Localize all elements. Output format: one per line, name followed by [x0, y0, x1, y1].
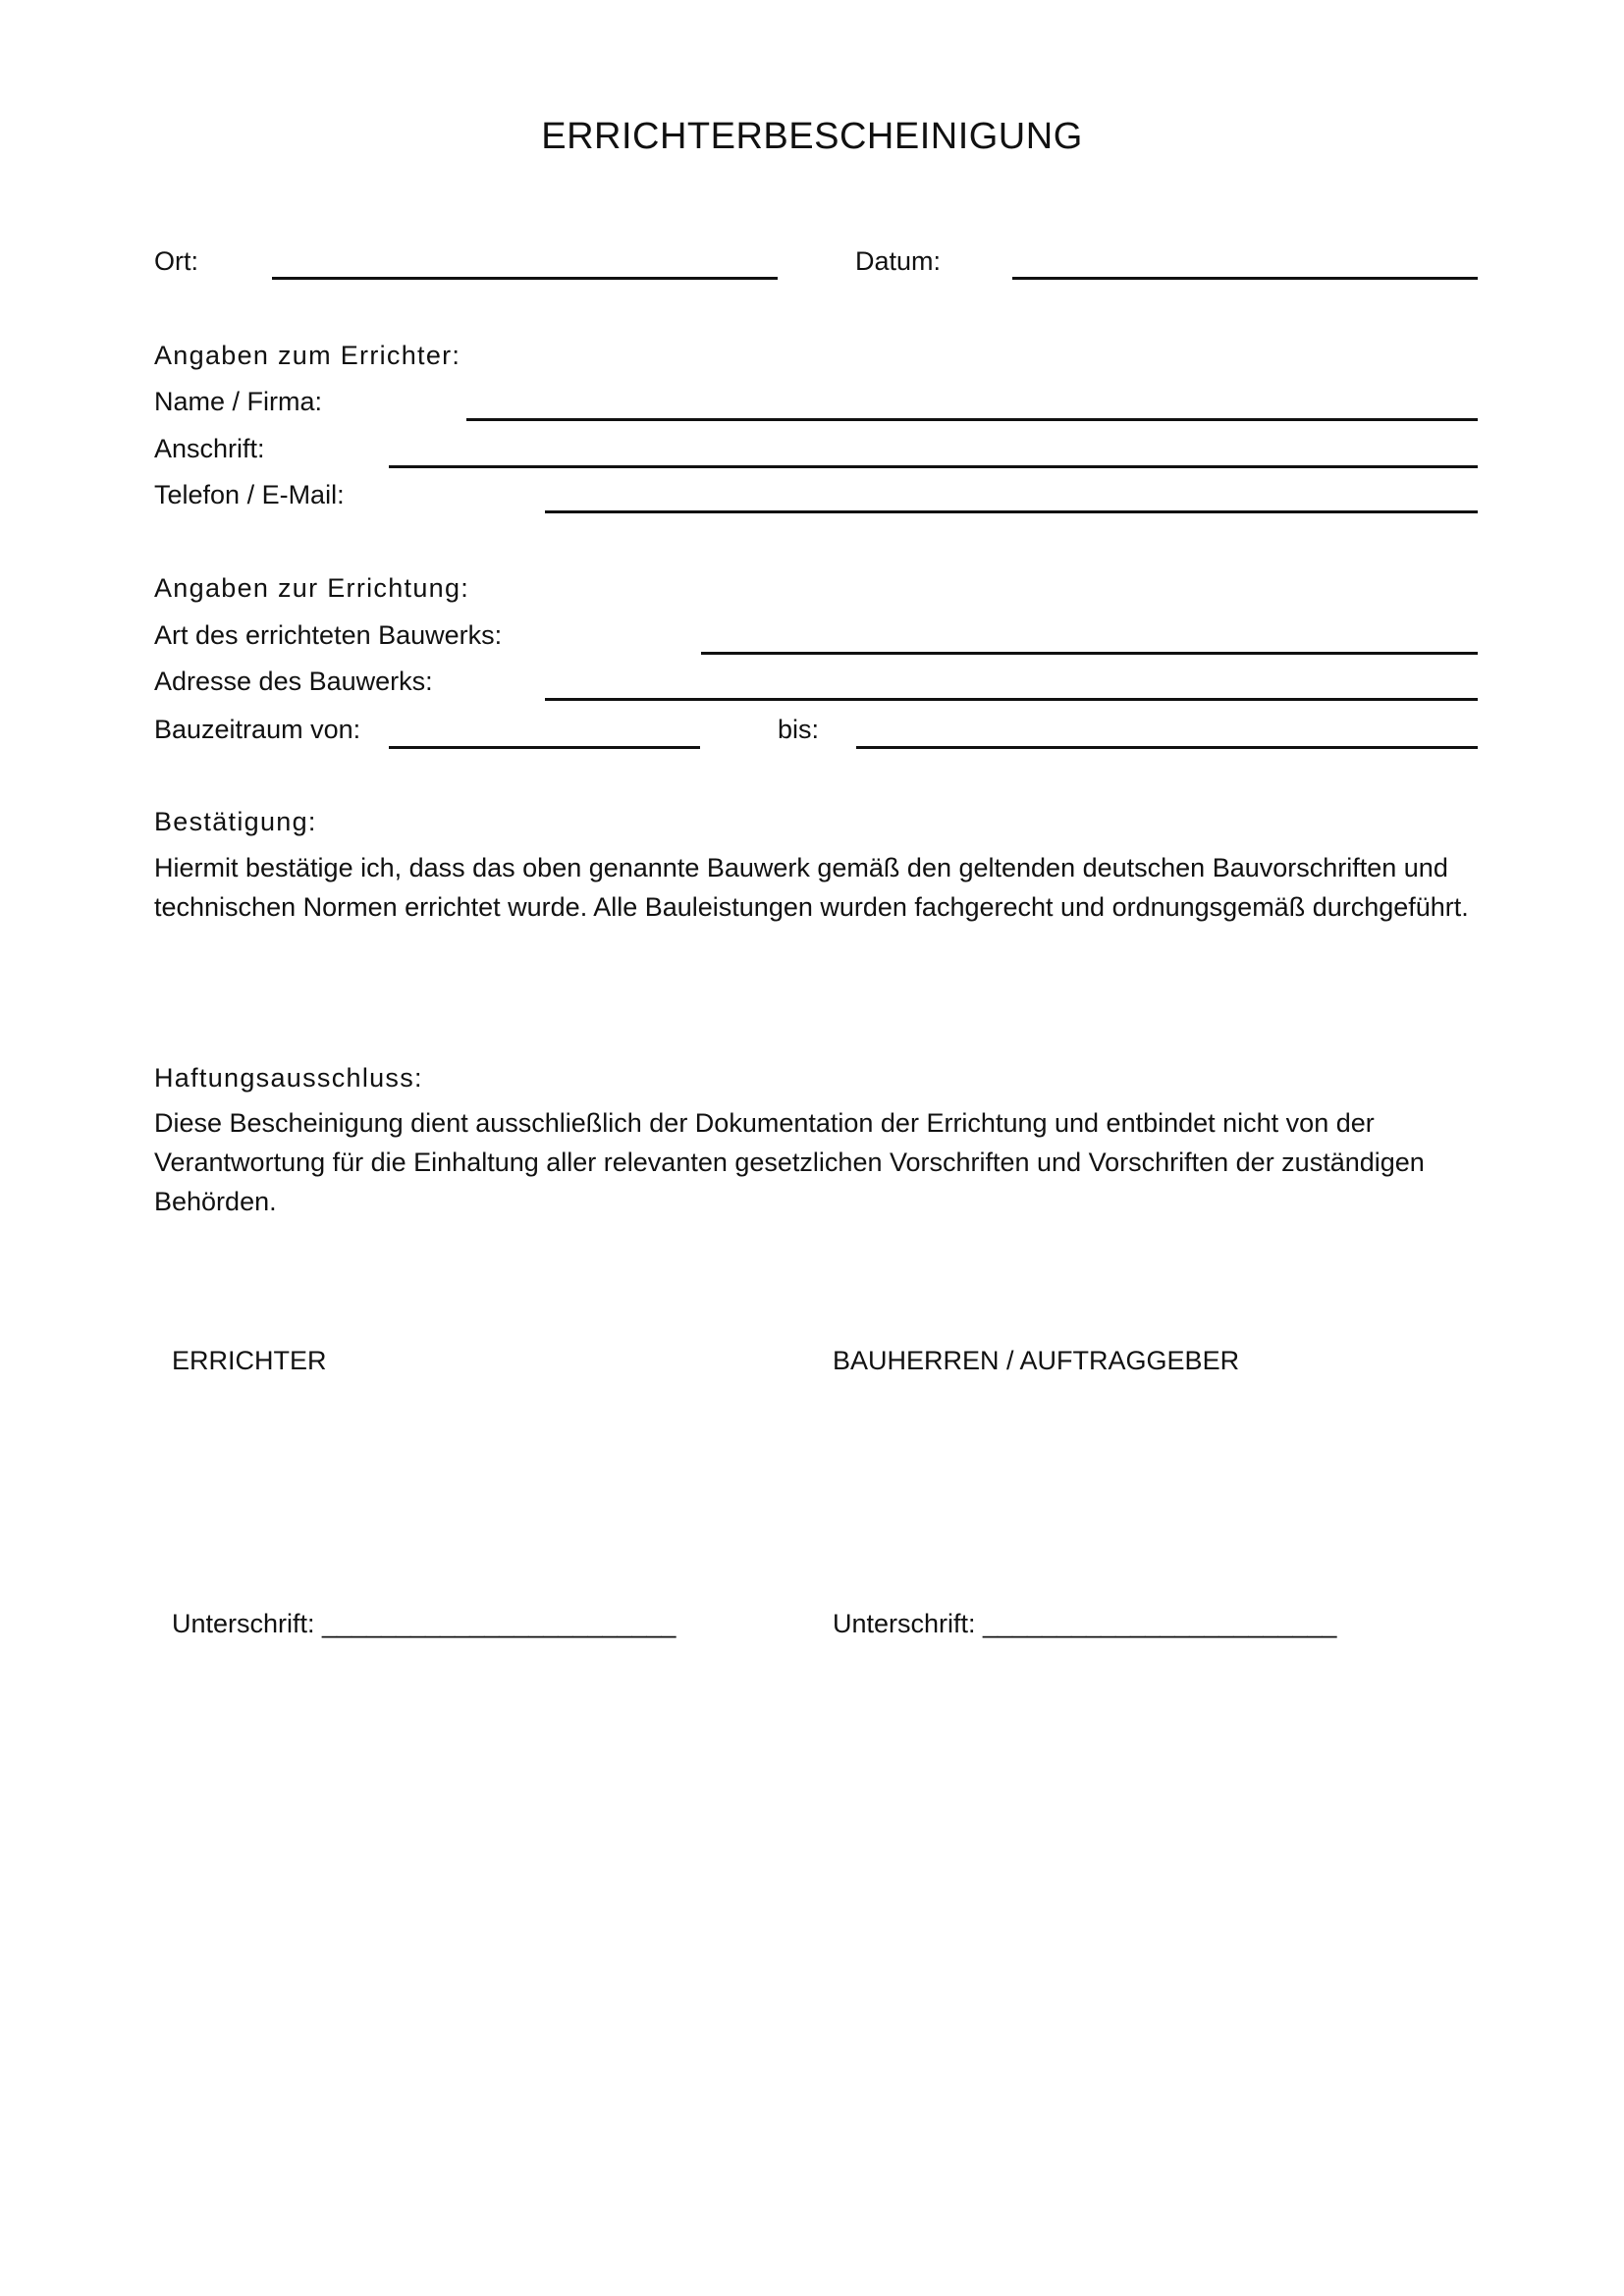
bauzeitraum-bis-field-line[interactable] [856, 746, 1478, 749]
bauwerk-adresse-field-line[interactable] [545, 698, 1478, 701]
bauherr-signature-field[interactable]: Unterschrift: ________________________ [833, 1609, 1337, 1638]
datum-label: Datum: [855, 246, 942, 276]
bestaetigung-heading: Bestätigung: [154, 807, 317, 836]
bestaetigung-text: Hiermit bestätige ich, dass das oben genannte Bauwerk gemäß den geltenden deutschen Bauvorschriften und technischen Normen errichtet wurde. Alle Bauleistungen wurden fachgerecht und ordnungsgemäß durchgeführt. [154, 853, 1469, 922]
errichter-section-heading: Angaben zum Errichter: [154, 341, 461, 370]
telefon-email-label: Telefon / E-Mail: [154, 480, 345, 509]
name-firma-field-line[interactable] [466, 418, 1478, 421]
ort-label: Ort: [154, 246, 198, 276]
bauwerk-art-label: Art des errichteten Bauwerks: [154, 620, 503, 650]
errichter-signature-field[interactable]: Unterschrift: ________________________ [172, 1609, 677, 1638]
errichter-signature-heading: ERRICHTER [172, 1346, 327, 1375]
bauzeitraum-von-field-line[interactable] [389, 746, 700, 749]
bauzeitraum-bis-label: bis: [778, 715, 820, 744]
document-title: ERRICHTERBESCHEINIGUNG [541, 116, 1083, 157]
bauzeitraum-von-label: Bauzeitraum von: [154, 715, 361, 744]
name-firma-label: Name / Firma: [154, 387, 323, 416]
ort-field-line[interactable] [272, 277, 778, 280]
bauwerk-art-field-line[interactable] [701, 652, 1478, 655]
anschrift-label: Anschrift: [154, 434, 265, 463]
datum-field-line[interactable] [1012, 277, 1478, 280]
telefon-email-field-line[interactable] [545, 510, 1478, 513]
errichtung-section-heading: Angaben zur Errichtung: [154, 573, 470, 603]
haftungsausschluss-text: Diese Bescheinigung dient ausschließlich der Dokumentation der Errichtung und entbindet nicht von der Verantwortung für die Einhaltung aller relevanten gesetzlichen Vorschriften und Vorschriften der zuständigen Behörden. [154, 1108, 1425, 1216]
haftungsausschluss-heading: Haftungsausschluss: [154, 1063, 423, 1093]
bauherr-signature-heading: BAUHERREN / AUFTRAGGEBER [833, 1346, 1240, 1375]
anschrift-field-line[interactable] [389, 465, 1478, 468]
bauwerk-adresse-label: Adresse des Bauwerks: [154, 667, 433, 696]
